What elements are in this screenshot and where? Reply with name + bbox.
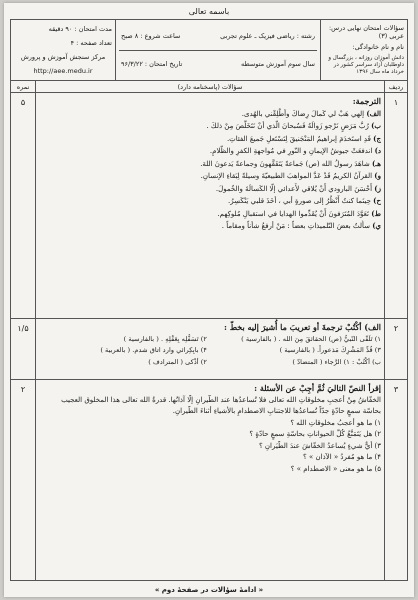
exam-sheet [4,3,414,597]
student-name-label: نام و نام خانوادگی: [352,43,404,52]
list-item: ب) رُبَّ مَرَضٍ نَرْجو زَوالَهُ فَسُبحانَ الّذي أنْ نَتَخَلَّصَ مِنْ ذلكَ . [206,121,381,130]
exam-title: سؤالات امتحان نهایی درس: عربی (۳) [328,23,404,40]
question-number: ۳ [393,385,399,394]
page-count: تعداد صفحه : ۴ [70,39,112,47]
header-middle [115,20,320,80]
divider [11,379,407,380]
list-item: ۲) تَسَفُّلِه بِعَقْلِهِ . ( بالفارسية ) [123,334,207,343]
divider [11,318,407,319]
list-item: ۲) أذْكى ( المترادف ) [148,357,207,366]
question-2 [39,322,381,368]
start-time: ساعت شروع : ۸ صبح [121,31,181,40]
question-score: ۱/۵ [17,324,29,333]
col-radif: ردیف [384,81,407,92]
header-right [320,20,407,80]
list-item: ۵) ما هو معنى « الاصطدام » ؟ [290,464,381,473]
question-1 [39,96,381,233]
continue-note: « ادامهٔ سؤالات در صفحهٔ دوم » [154,586,264,594]
question-score: ۵ [20,98,26,107]
passage-line: بحاسّة سمعٍ حادّةٍ جدّاً تُساعدُها للاجتنابِ الاصطدامِ بالأشياءِ أثناءَ الطّيرانِ. [172,407,381,415]
list-item: ۴) بابِكِرائي وارد اتاق شدم. ( بالعربية ) [100,346,207,354]
list-item: ط) تَعَوَّدَ المُتَرَفونَ أَنْ يُقَدِّموا الهدايا في استقبالِ مُلوكِهم. [217,208,381,218]
list-item: ز) أَحْسَنَ البارودي أَنْ يُلاقي لأَعدائي إلّا الكَسالَةَ والخُمولَ. [215,183,381,193]
exam-header [10,19,408,81]
grade-label: سال سوم آموزش متوسطه [241,60,315,69]
exam-duration: مدت امتحان : ۹۰ دقیقه [48,25,112,33]
question-number: ۱ [393,98,399,107]
list-item: ۳) أيٌّ شيءٍ يُساعدُ الخفّاشَ عندَ الطَّيَرانِ ؟ [258,441,381,450]
question-score: ۲ [20,385,26,394]
list-item: ج) قَدِ استَخدَمَ إبراهيمُ المَنْجَنيقَ لِتَسْتَعلِ جَميعَ الفئاتِ. [226,133,381,143]
passage-line: الخفّاشُ مِنْ أعجبِ مخلوقاتِ الله تعالى فلا تُساعدُها عند الطّيرانِ إلّا آذانُها. قدرةُ الله تعالى هذا المخلوق العجيب [61,395,381,404]
header-left [11,20,115,80]
questions-grid [10,92,408,581]
list-item: ۱) ما هو أعجبُ مخلوقاتِ الله ؟ [290,418,381,427]
list-item: و) القرآنُ الكريمُ قَدْ عَدَّ المواهبَ الطبيعيّةَ وسيلةً لِبَقاءِ الإنسانِ. [200,171,381,180]
list-item: ۲) هل يَتَمَتَّعُ كُلُّ الحيواناتِ بحاسّةِ سمعٍ حادّةٍ ؟ [249,430,381,438]
col-score: نمره [11,81,36,92]
list-item: ب) أكْتُبْ : ۱) الرَّجاء ( المتضادّ ) [292,357,381,366]
list-item: هـ) شاهَدَ رسولُ الله (ص) جَماعةً يَتَفَقَّهونَ وجماعةً يَدعونَ اللهَ. [200,158,381,168]
list-item: ۴) ما هو مُفردُ « الآذان » ؟ [303,453,381,461]
list-item: ۳) قُدِّ المَشْرِكَ مَذعوراً. ( بالفارسية ) [279,346,381,354]
exam-date-note: دانش آموزان روزانه ، بزرگسال و داوطلبان آزاد سراسر کشور در خرداد ماه سال ۱۳۹۶ [328,55,404,76]
top-title: باسمه تعالی [188,7,230,16]
question-3 [39,383,381,475]
list-item: ح) حِينَما كنتُ أَنْظُرُ إلى صورةٍ أبي ، أخَذَ قلبي يَنْكَسِرُ. [228,196,381,205]
list-item: ۱) تَلَقّى النّبيُّ (ص) الحقائقَ مِنَ الله . ( بالفارسية ) [241,334,381,343]
list-item: الف) إلهي هَبْ لي كَمالَ رِضاكَ وأطْلِقْني بالهُدى. [241,108,381,118]
org-site: http://aee.medu.ir [33,67,93,75]
list-item: ي) سأَلتُ بعضَ التّلميذاتِ بعضاً : مَنْ أرفعُ شأناً ومقاماً . [221,221,381,230]
question-title: الف) أكْتُبْ ترجمةَ أو تعريبَ ما أُشيرَ إليه بخطّ : [223,322,381,332]
exam-date: تاریخ امتحان : ۹۶/۳/۲۲ [121,60,183,69]
list-item: د) اندفعَتْ جيوشُ الإيمانِ و النّورِ في مُواجهةِ الكفرِ والظّلامِ. [209,146,381,155]
question-title: الترجمة: [352,96,381,106]
question-number: ۲ [393,324,399,333]
col-questions: سؤالات (پاسخنامه دارد) [177,82,243,91]
org-name: مرکز سنجش آموزش و پرورش [20,53,106,61]
field-label: رشته : ریاضی فیزیک ـ علوم تجربی [220,31,315,40]
question-title: إقرأ النصّ التاليَ ثُمَّ أجِبْ عن الأسئلة : [254,383,381,393]
